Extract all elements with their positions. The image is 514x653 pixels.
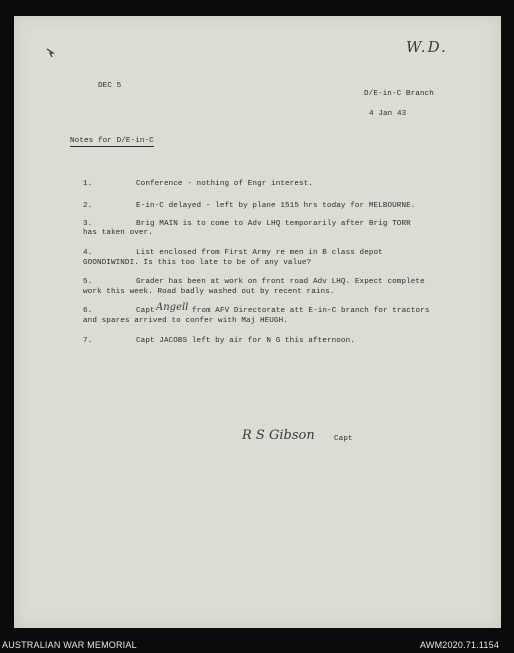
item-text: List enclosed from First Army re men in B class depot — [136, 249, 383, 257]
item-number: 5. — [83, 278, 93, 286]
item-number: 3. — [83, 220, 93, 228]
signature: R S Gibson — [242, 428, 315, 443]
item-text: Capt JACOBS left by air for N G this afternoon. — [136, 337, 355, 345]
item-text: Capt — [136, 307, 155, 315]
handwritten-name: Angell — [156, 302, 189, 313]
footer-accession: AWM2020.71.1154 — [420, 640, 500, 650]
item-text: E-in-C delayed - left by plane 1515 hrs today for MELBOURNE. — [136, 202, 416, 210]
footer-credit: AUSTRALIAN WAR MEMORIAL — [2, 640, 137, 650]
branch-label: D/E-in-C Branch — [364, 90, 434, 98]
item-number: 2. — [83, 202, 93, 210]
pencil-mark-icon — [45, 47, 57, 59]
signature-rank: Capt — [334, 435, 353, 443]
item-text: Brig MAIN is to come to Adv LHQ temporarily after Brig TORR — [136, 220, 411, 228]
item-text: has taken over. — [83, 229, 153, 237]
item-number: 1. — [83, 180, 93, 188]
item-number: 6. — [83, 307, 93, 315]
date-stamp: DEC 5 — [98, 82, 122, 90]
document-page — [14, 16, 501, 628]
item-text: from AFV Directorate att E-in-C branch for tractors — [192, 307, 430, 315]
item-text: Grader has been at work on front road Adv LHQ. Expect complete — [136, 278, 425, 286]
notes-title: Notes for D/E-in-C — [70, 137, 154, 145]
item-text: and spares arrived to confer with Maj HEUGH. — [83, 317, 288, 325]
item-number: 7. — [83, 337, 93, 345]
document-date: 4 Jan 43 — [369, 110, 407, 118]
item-text: Conference - nothing of Engr interest. — [136, 180, 313, 188]
handwritten-annotation: W.D. — [406, 38, 448, 56]
item-text: work this week. Road badly washed out by recent rains. — [83, 288, 335, 296]
item-number: 4. — [83, 249, 93, 257]
item-text: GOONDIWINDI. Is this too late to be of any value? — [83, 259, 312, 267]
